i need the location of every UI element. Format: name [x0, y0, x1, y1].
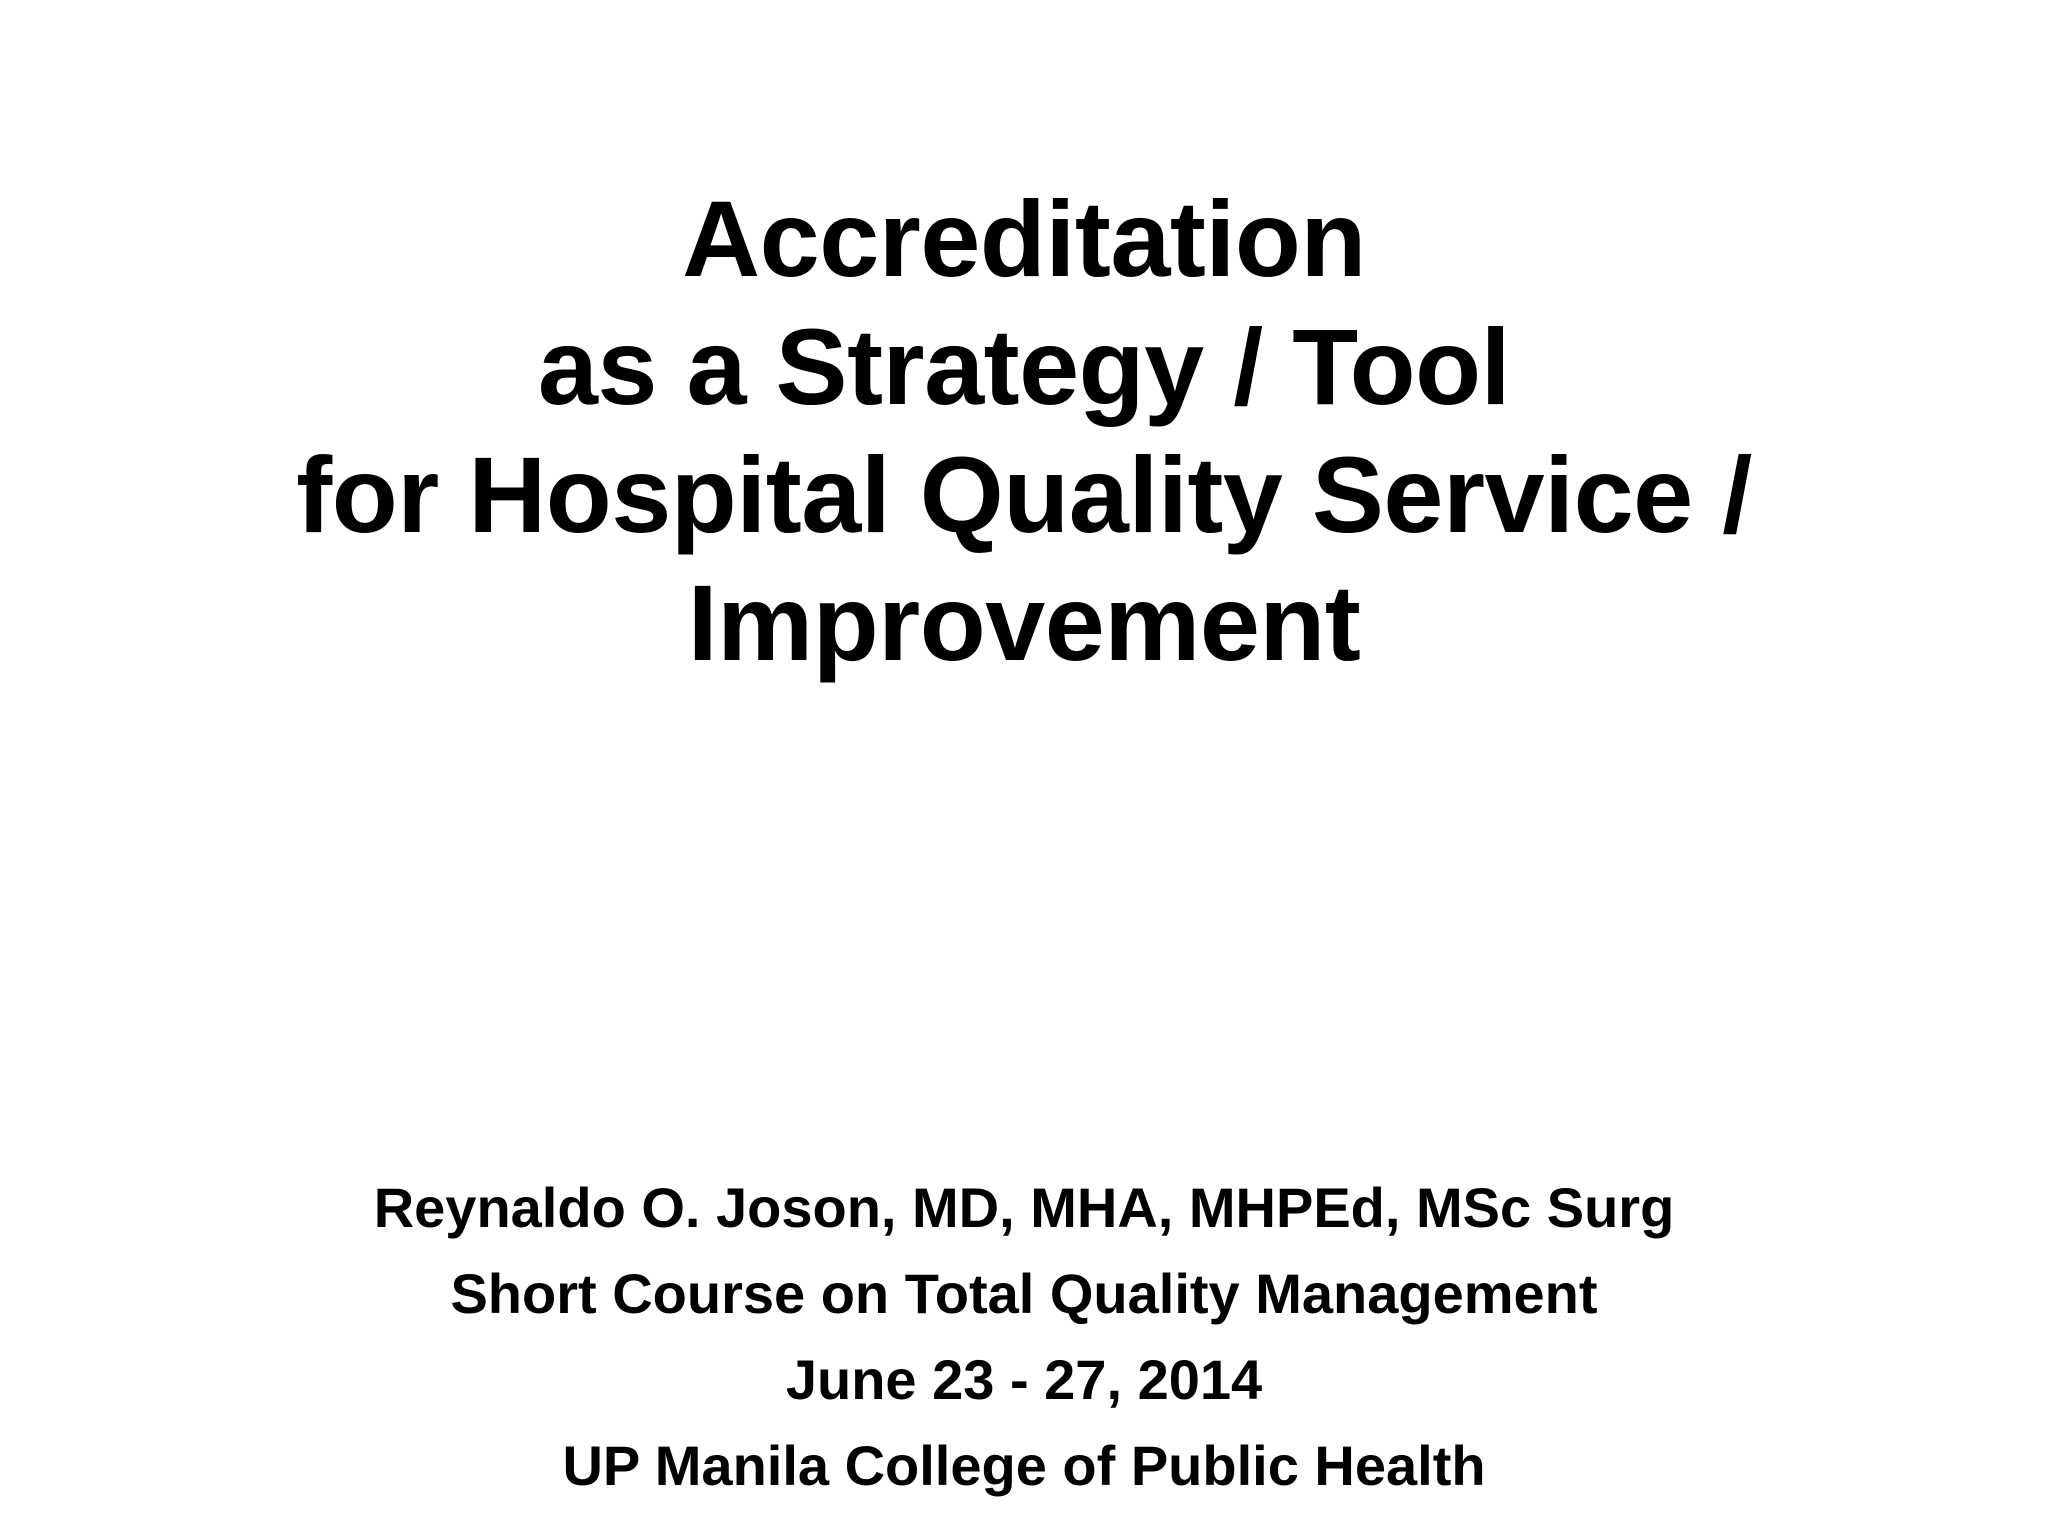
slide-title [0, 175, 2048, 687]
date-line: June 23 - 27, 2014 [785, 1348, 1263, 1411]
course-line: Short Course on Total Quality Management [450, 1262, 1598, 1325]
slide-subtitle [0, 1165, 2048, 1509]
title-line-1: Accreditation [682, 178, 1366, 299]
author-line: Reynaldo O. Joson, MD, MHA, MHPEd, MSc Surg [373, 1176, 1675, 1239]
title-line-4: Improvement [687, 562, 1361, 683]
institution-line: UP Manila College of Public Health [562, 1434, 1486, 1497]
title-line-3: for Hospital Quality Service / [296, 434, 1752, 555]
title-line-2: as a Strategy / Tool [537, 306, 1511, 427]
